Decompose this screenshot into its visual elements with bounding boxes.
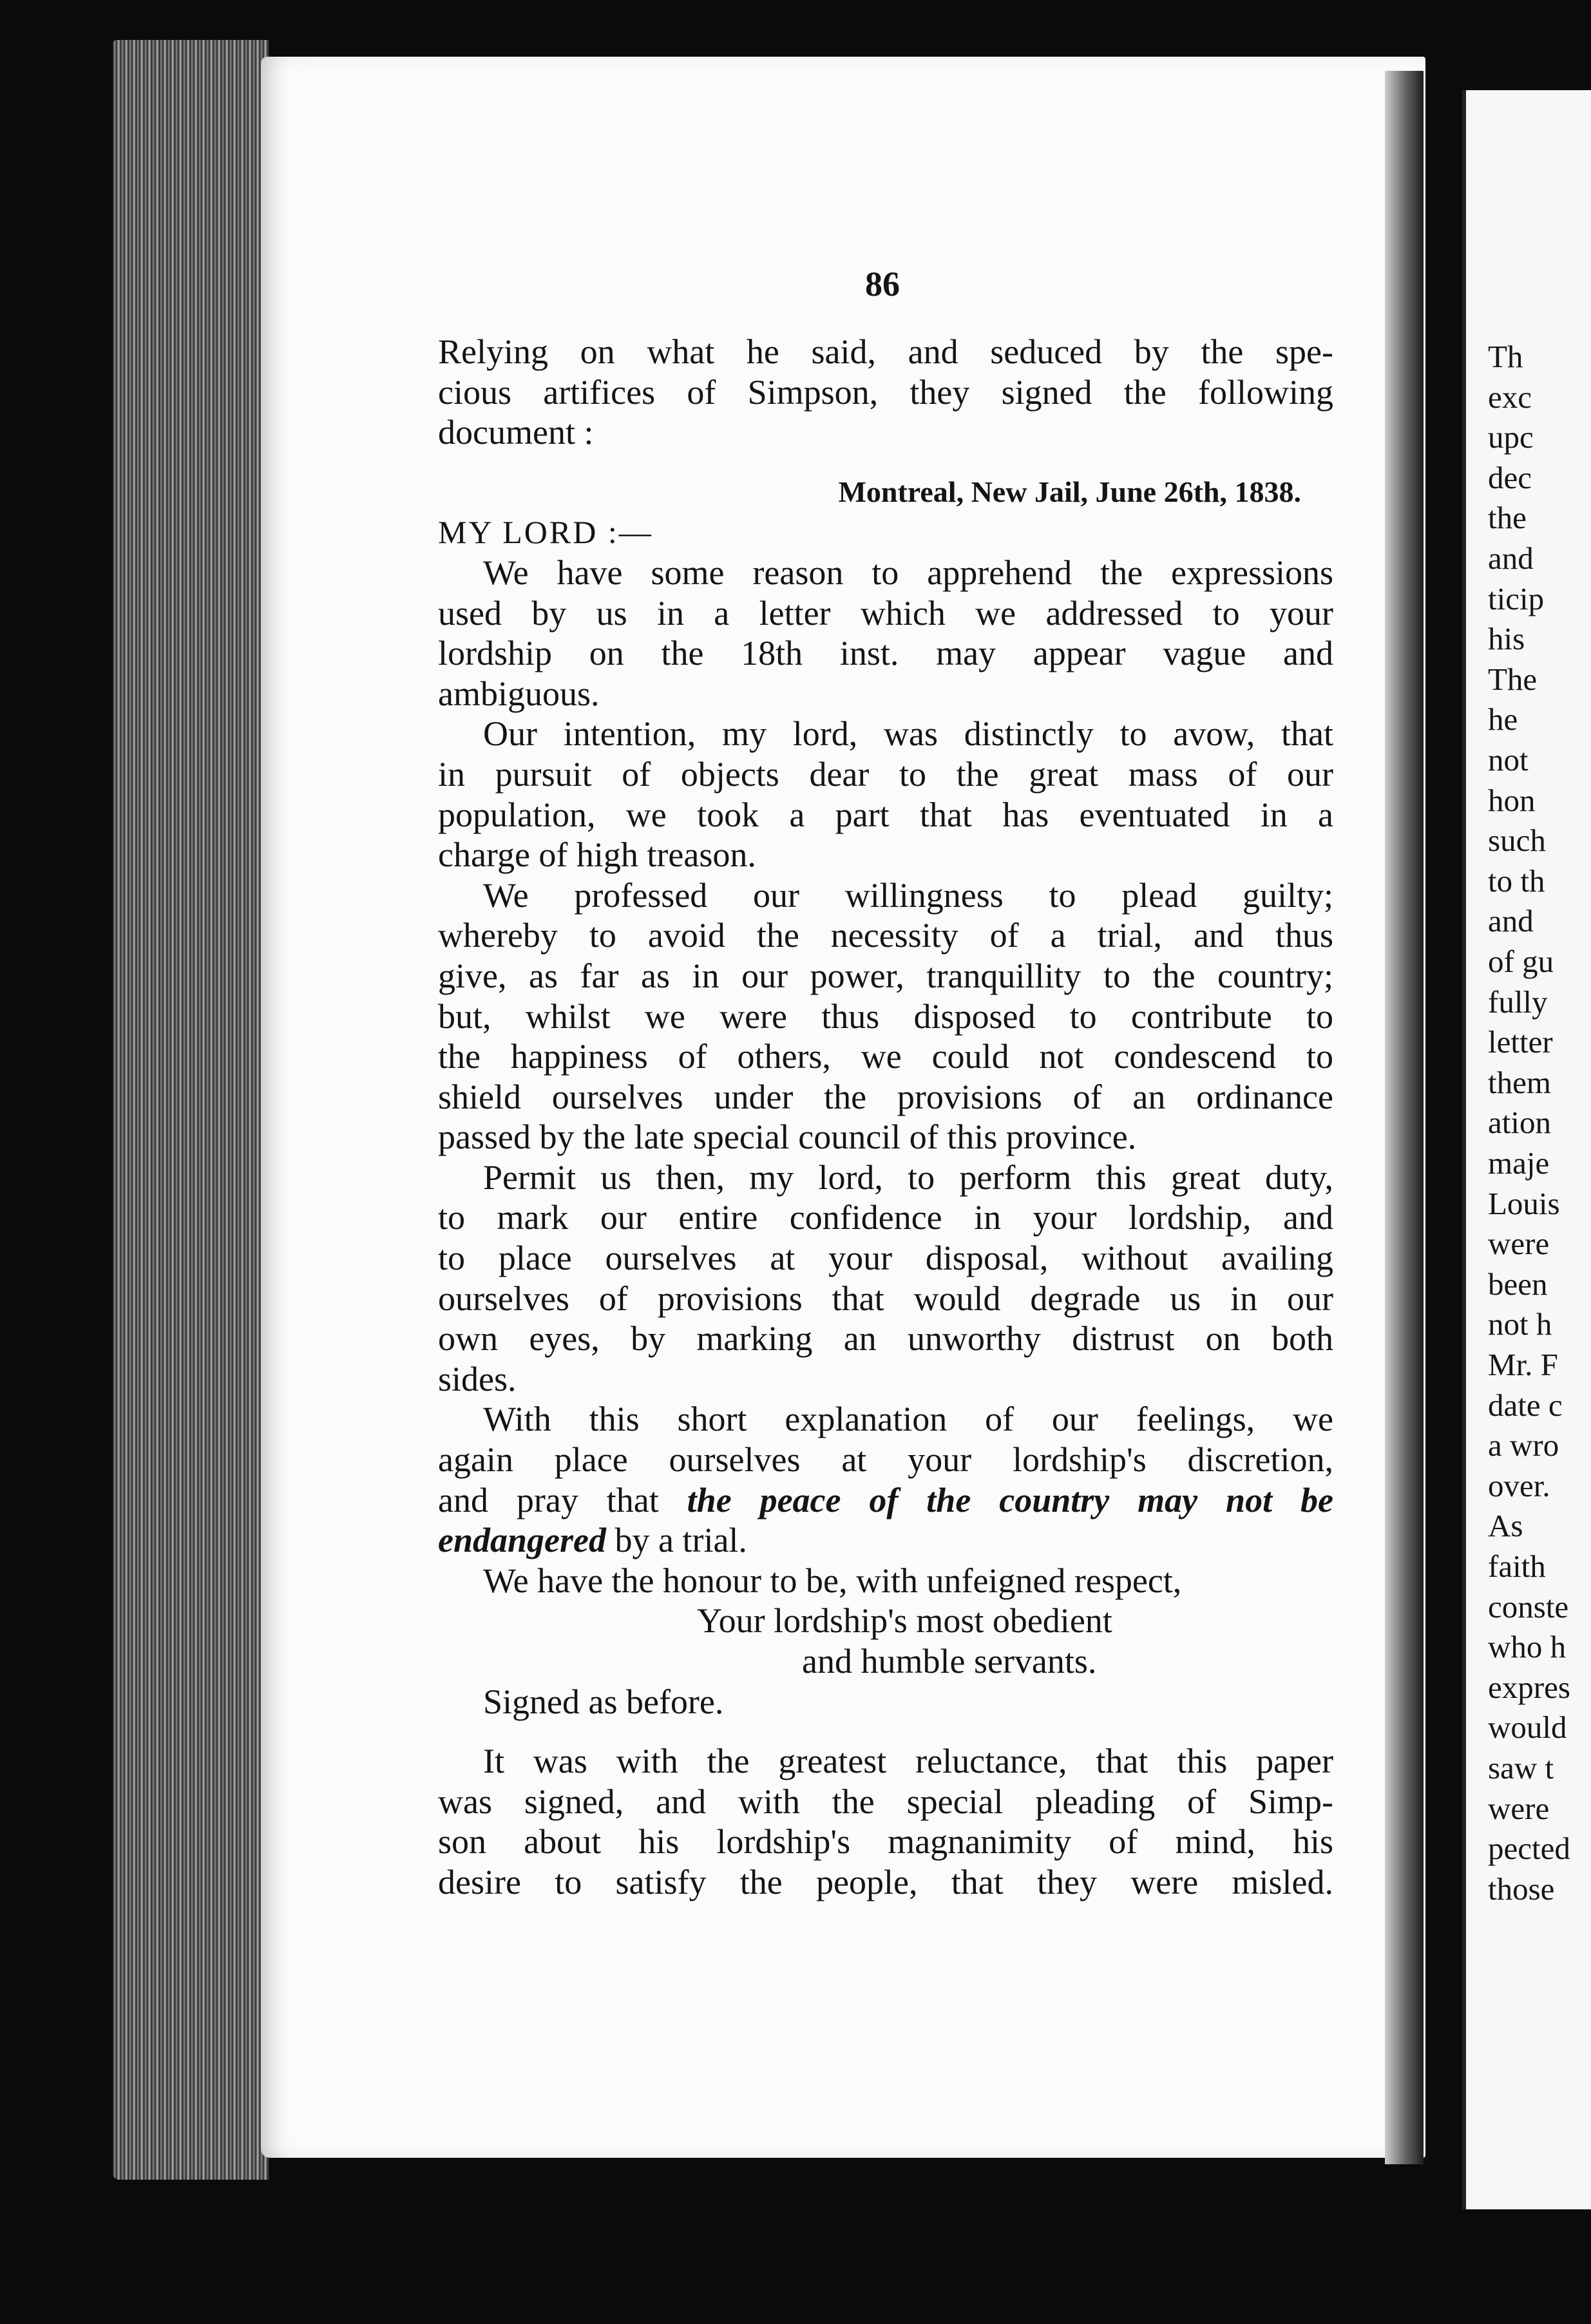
adjacent-text-fragment: The <box>1488 661 1538 697</box>
adjacent-text-fragment: maje <box>1488 1145 1550 1181</box>
adjacent-text-fragment: those <box>1488 1871 1555 1907</box>
adjacent-text-fragment: not <box>1488 742 1529 777</box>
adjacent-text-fragment: letter <box>1488 1024 1553 1060</box>
adjacent-text-fragment: Th <box>1488 339 1523 374</box>
text-line: in pursuit of objects dear to the great mass of our <box>438 754 1333 794</box>
text-line: Permit us then, my lord, to perform this great duty, <box>483 1157 1333 1197</box>
adjacent-text-fragment: As <box>1488 1508 1523 1544</box>
adjacent-text-fragment: the <box>1488 500 1527 536</box>
adjacent-text-fragment: to th <box>1488 862 1545 899</box>
text-line: Relying on what he said, and seduced by the spe- <box>438 332 1333 371</box>
adjacent-text-fragment: who h <box>1488 1629 1567 1665</box>
closing-line: Your lordship's most obedient <box>697 1601 1112 1641</box>
adjacent-text-fragment: ation <box>1488 1105 1551 1141</box>
adjacent-text-fragment: Mr. F <box>1488 1347 1558 1382</box>
page-number: 86 <box>865 265 900 303</box>
text-line: desire to satisfy the people, that they were misled. <box>438 1862 1333 1901</box>
text-line: document : <box>438 413 594 452</box>
text-line: son about his lordship's magnanimity of mind, his <box>438 1822 1333 1862</box>
page-text <box>438 332 1333 1903</box>
adjacent-text-fragment: such <box>1488 823 1546 859</box>
text-line: to mark our entire confidence in your lordship, and <box>438 1198 1333 1237</box>
text-line: used by us in a letter which we addressed to your <box>438 593 1333 633</box>
plain-text: by a trial. <box>605 1521 747 1560</box>
adjacent-text-fragment: pected <box>1488 1831 1570 1867</box>
adjacent-text-fragment: ticip <box>1488 580 1545 616</box>
dateline: Montreal, New Jail, June 26th, 1838. <box>838 475 1301 508</box>
adjacent-text-fragment: over. <box>1488 1467 1550 1503</box>
text-line: lordship on the 18th inst. may appear vague and <box>438 634 1333 673</box>
adjacent-text-fragment: dec <box>1488 459 1532 495</box>
adjacent-text-fragment: saw t <box>1488 1750 1554 1786</box>
salutation: MY LORD :— <box>438 514 653 551</box>
text-line: sides. <box>438 1359 517 1398</box>
closing-line: We have the honour to be, with unfeigned respect, <box>483 1561 1182 1600</box>
italic-text: the peace of the country may not be <box>687 1480 1333 1519</box>
adjacent-text-fragment: were <box>1488 1790 1550 1826</box>
text-line: but, whilst we were thus disposed to contribute to <box>438 996 1333 1036</box>
adjacent-text-fragment: fully <box>1488 984 1548 1020</box>
text-line: With this short explanation of our feelings, we <box>483 1400 1333 1439</box>
adjacent-text-fragment: a wro <box>1488 1427 1559 1463</box>
text-line <box>438 1520 1333 1561</box>
text-line: ourselves of provisions that would degrade us in our <box>438 1279 1333 1318</box>
italic-text: endangered <box>438 1521 606 1560</box>
adjacent-text-fragment: them <box>1488 1064 1551 1100</box>
page-edges <box>113 40 269 2180</box>
text-line: again place ourselves at your lordship's discretion, <box>438 1440 1333 1480</box>
text-line: the happiness of others, we could not condescend to <box>438 1037 1333 1076</box>
adjacent-text-fragment: would <box>1488 1710 1567 1746</box>
text-line: We have some reason to apprehend the expressions <box>483 553 1333 592</box>
text-line: It was with the greatest reluctance, that this paper <box>483 1742 1333 1781</box>
text-line: was signed, and with the special pleading of Simp- <box>438 1782 1333 1821</box>
text-line: passed by the late special council of this province. <box>438 1118 1137 1157</box>
book-gutter <box>1385 71 1424 2164</box>
text-line <box>438 1480 1333 1521</box>
signature-note: Signed as before. <box>483 1682 724 1721</box>
text-line: own eyes, by marking an unworthy distrust on both <box>438 1319 1333 1358</box>
adjacent-text-fragment: and <box>1488 540 1534 576</box>
text-line: We professed our willingness to plead guilty; <box>483 875 1333 915</box>
adjacent-text-fragment: hon <box>1488 782 1536 818</box>
adjacent-text-fragment: upc <box>1488 419 1534 455</box>
adjacent-text-fragment: his <box>1488 621 1525 657</box>
text-line: whereby to avoid the necessity of a trial, and thus <box>438 916 1333 955</box>
text-line: cious artifices of Simpson, they signed the following <box>438 372 1333 412</box>
adjacent-text-fragment: date c <box>1488 1387 1563 1423</box>
adjacent-text-fragment: faith <box>1488 1548 1546 1584</box>
text-line: to place ourselves at your disposal, without availing <box>438 1239 1333 1278</box>
text-line: Our intention, my lord, was distinctly to avow, that <box>483 714 1333 754</box>
adjacent-text-fragment: of gu <box>1488 944 1554 979</box>
adjacent-text-fragment: exc <box>1488 379 1532 415</box>
text-line: give, as far as in our power, tranquillity to the country; <box>438 956 1333 995</box>
adjacent-text-fragment: and <box>1488 903 1534 939</box>
adjacent-text-fragment: Louis <box>1488 1185 1560 1221</box>
plain-text: and pray that <box>438 1480 687 1519</box>
adjacent-text-fragment: were <box>1488 1226 1550 1262</box>
closing-line: and humble servants. <box>802 1642 1097 1681</box>
adjacent-text-fragment: expres <box>1488 1669 1570 1705</box>
text-line: ambiguous. <box>438 674 600 713</box>
text-line: charge of high treason. <box>438 835 756 875</box>
text-line: shield ourselves under the provisions of an ordinance <box>438 1077 1333 1116</box>
adjacent-text-fragment: not h <box>1488 1306 1552 1342</box>
adjacent-text-fragment: he <box>1488 701 1518 738</box>
adjacent-text-fragment: been <box>1488 1266 1548 1302</box>
text-line: population, we took a part that has eventuated in a <box>438 795 1333 834</box>
adjacent-text-fragment: conste <box>1488 1588 1569 1624</box>
